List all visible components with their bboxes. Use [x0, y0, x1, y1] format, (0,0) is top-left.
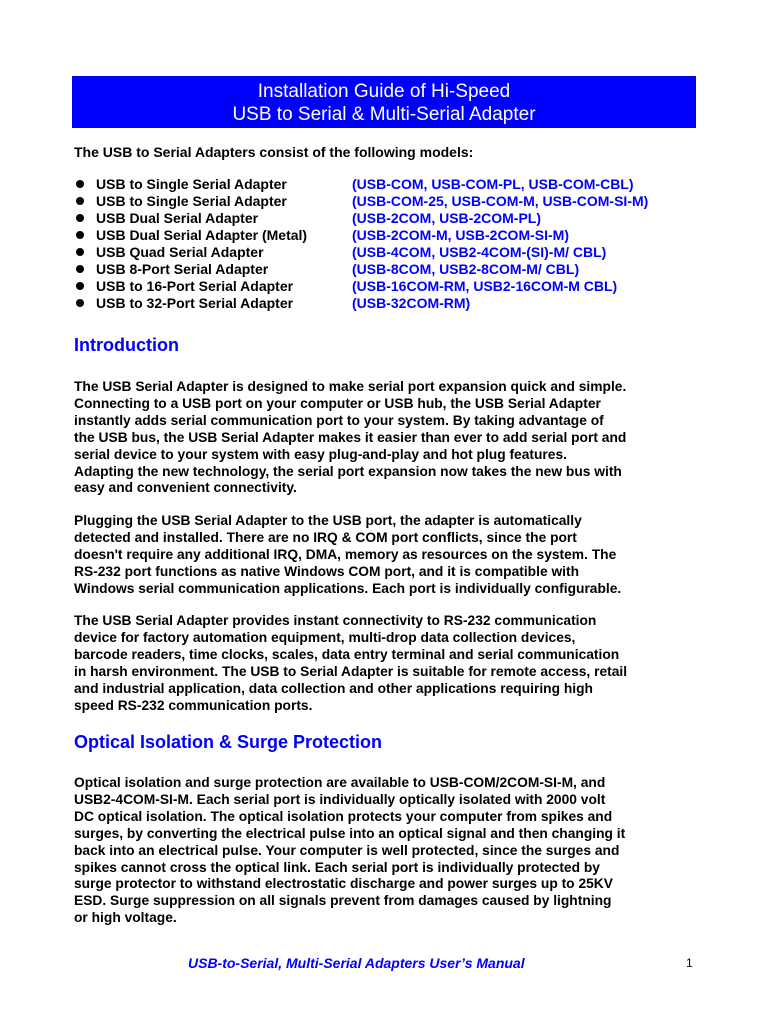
- bullet-icon: [76, 265, 84, 273]
- model-codes: (USB-2COM, USB-2COM-PL): [352, 210, 541, 226]
- bullet-icon: [76, 299, 84, 307]
- bullet-icon: [76, 282, 84, 290]
- text-line: Adapting the new technology, the serial port expansion now takes the new bus with: [74, 463, 622, 479]
- model-name: USB 8-Port Serial Adapter: [96, 261, 269, 277]
- text-line: doesn't require any additional IRQ, DMA, memory as resources on the system. The: [74, 546, 617, 562]
- model-codes: (USB-16COM-RM, USB2-16COM-M CBL): [352, 278, 618, 294]
- model-name: USB to Single Serial Adapter: [96, 193, 287, 209]
- model-name: USB Quad Serial Adapter: [96, 244, 264, 260]
- text-line: surge protector to withstand electrostatic discharge and power surges up to 25KV: [74, 876, 613, 892]
- text-line: DC optical isolation. The optical isolation protects your computer from spikes and: [74, 808, 613, 824]
- text-line: back into an electrical pulse. Your computer is well protected, since the surges and: [74, 842, 620, 858]
- text-line: surges, by converting the electrical pulse into an optical signal and then changing it: [74, 825, 626, 841]
- text-line: The USB Serial Adapter provides instant connectivity to RS-232 communication: [74, 613, 597, 628]
- model-codes: (USB-COM, USB-COM-PL, USB-COM-CBL): [352, 176, 634, 192]
- text-line: spikes cannot cross the optical link. Each serial port is individually protected by: [74, 859, 600, 875]
- title-line-2: USB to Serial & Multi-Serial Adapter: [232, 104, 536, 125]
- text-line: RS-232 port functions as native Windows COM port, and it is compatible with: [74, 563, 580, 579]
- footer-manual-title: USB-to-Serial, Multi-Serial Adapters User’s Manual: [188, 955, 525, 971]
- text-line: ESD. Surge suppression on all signals prevent from damages caused by lightning: [74, 893, 612, 909]
- text-line: serial device to your system with easy plug-and-play and hot plug features.: [74, 446, 567, 462]
- text-line: Optical isolation and surge protection are available to USB-COM/2COM-SI-M, and: [74, 775, 606, 790]
- bullet-icon: [76, 248, 84, 256]
- introduction-paragraph-1: [74, 379, 704, 497]
- text-line: detected and installed. There are no IRQ & COM port conflicts, since the port: [74, 529, 577, 545]
- bullet-icon: [76, 180, 84, 188]
- title-line-1: Installation Guide of Hi-Speed: [257, 81, 511, 102]
- model-codes: (USB-8COM, USB2-8COM-M/ CBL): [352, 261, 580, 277]
- model-name: USB to Single Serial Adapter: [96, 176, 287, 192]
- text-line: USB2-4COM-SI-M. Each serial port is individually optically isolated with 2000 volt: [74, 791, 606, 807]
- text-line: Connecting to a USB port on your computer or USB hub, the USB Serial Adapter: [74, 395, 601, 411]
- text-line: speed RS-232 communication ports.: [74, 697, 313, 713]
- title-banner: [72, 76, 696, 128]
- text-line: or high voltage.: [74, 910, 177, 926]
- text-line: barcode readers, time clocks, scales, data entry terminal and serial communication: [74, 646, 620, 662]
- text-line: Windows serial communication applications. Each port is individually configurable.: [74, 580, 622, 596]
- model-codes: (USB-2COM-M, USB-2COM-SI-M): [352, 227, 569, 243]
- model-name: USB Dual Serial Adapter (Metal): [96, 227, 308, 243]
- optical-isolation-paragraph: [74, 775, 704, 927]
- page-number: 1: [686, 956, 693, 970]
- optical-isolation-heading: Optical Isolation & Surge Protection: [74, 732, 383, 752]
- text-line: Plugging the USB Serial Adapter to the USB port, the adapter is automatically: [74, 513, 582, 528]
- model-name: USB Dual Serial Adapter: [96, 210, 259, 226]
- text-line: The USB Serial Adapter is designed to make serial port expansion quick and simple.: [74, 379, 627, 394]
- text-line: in harsh environment. The USB to Serial Adapter is suitable for remote access, retail: [74, 663, 628, 679]
- text-line: device for factory automation equipment, multi-drop data collection devices,: [74, 629, 576, 645]
- model-codes: (USB-4COM, USB2-4COM-(SI)-M/ CBL): [352, 244, 607, 260]
- text-line: the USB bus, the USB Serial Adapter makes it easier than ever to add serial port and: [74, 429, 627, 445]
- bullet-icon: [76, 231, 84, 239]
- model-name: USB to 16-Port Serial Adapter: [96, 278, 294, 294]
- text-line: instantly adds serial communication port to your system. By taking advantage of: [74, 412, 604, 428]
- bullet-icon: [76, 197, 84, 205]
- model-codes: (USB-32COM-RM): [352, 295, 471, 311]
- text-line: and industrial application, data collection and other applications requiring high: [74, 680, 593, 696]
- introduction-paragraph-3: [74, 613, 704, 714]
- model-codes: (USB-COM-25, USB-COM-M, USB-COM-SI-M): [352, 193, 649, 209]
- introduction-heading: Introduction: [74, 335, 179, 355]
- model-name: USB to 32-Port Serial Adapter: [96, 295, 294, 311]
- bullet-icon: [76, 214, 84, 222]
- introduction-paragraph-2: [74, 513, 704, 598]
- text-line: easy and convenient connectivity.: [74, 480, 297, 496]
- models-intro: The USB to Serial Adapters consist of the following models:: [74, 144, 474, 160]
